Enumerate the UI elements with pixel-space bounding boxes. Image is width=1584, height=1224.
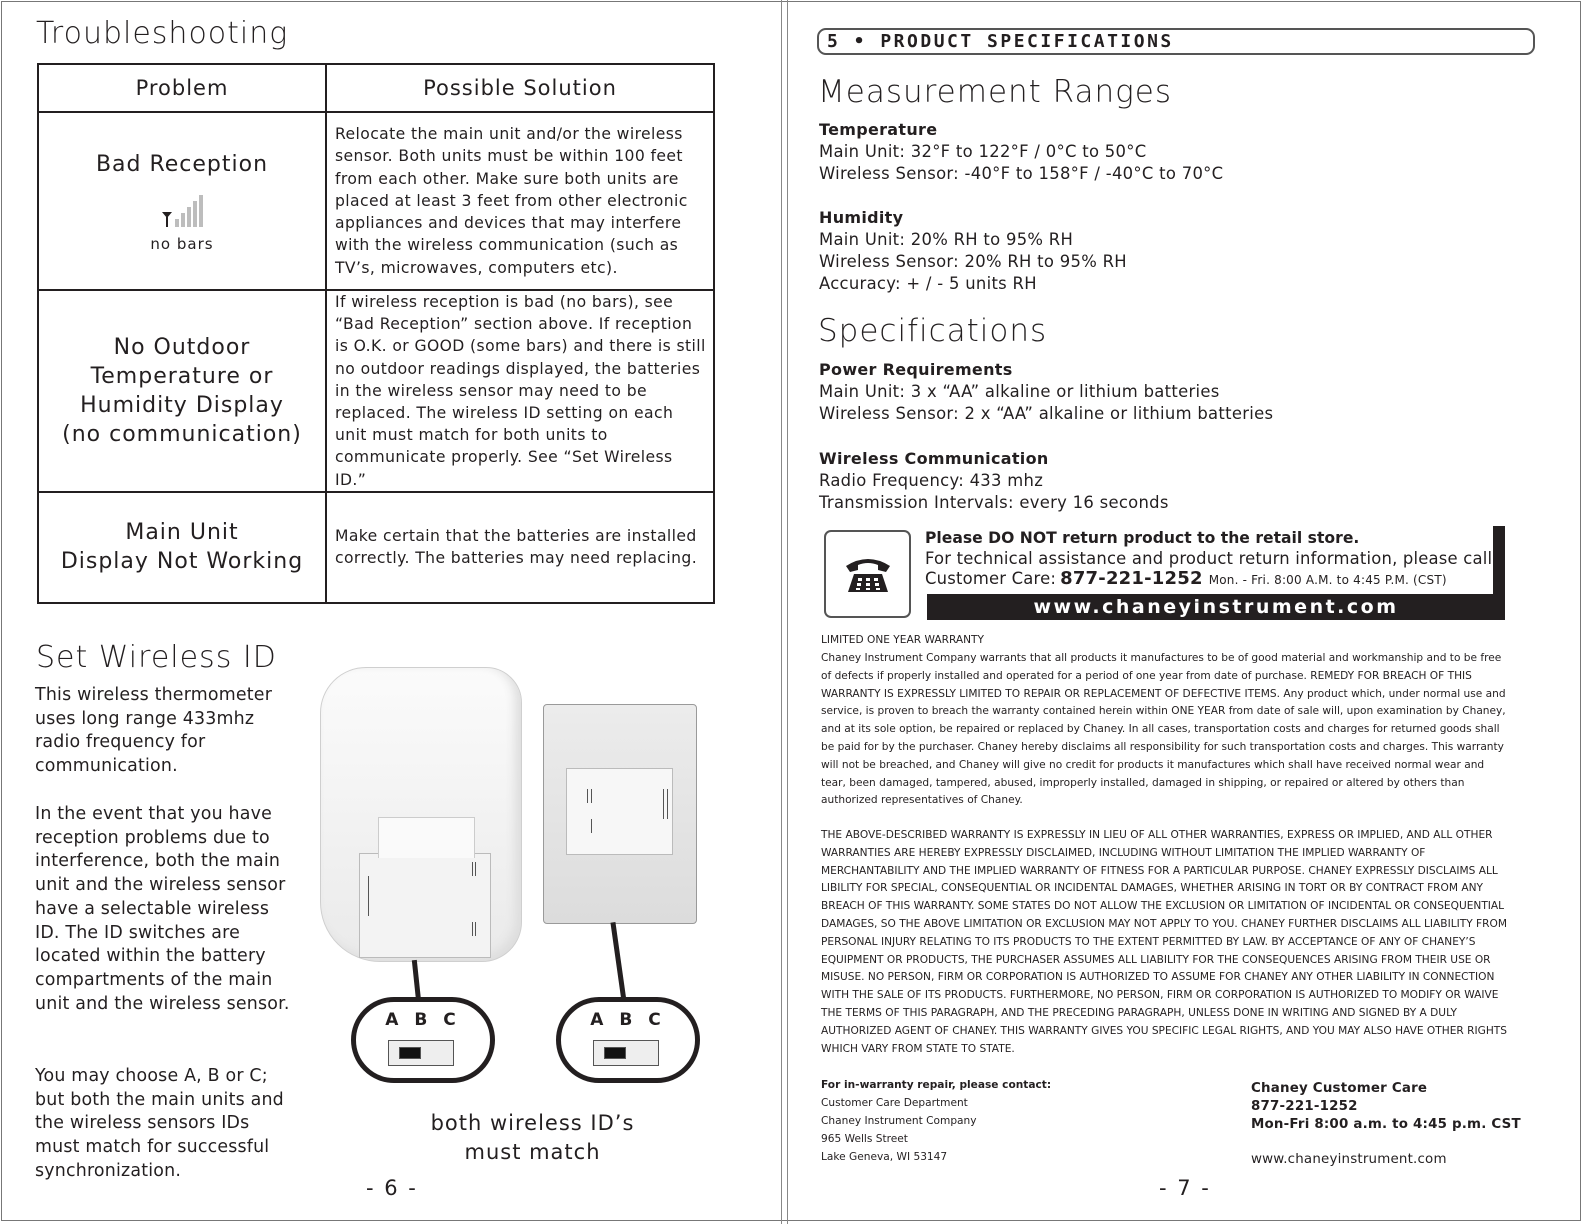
header-solution: Possible Solution [326,64,714,112]
warranty-paragraph-2 [821,827,1511,1058]
set-id-paragraph-3: You may choose A, B or C; but both the main units and the wireless sensors IDs must match for successful synchronization. [35,1066,284,1181]
slide-switch-icon [593,1040,659,1066]
customer-care-box [1251,1080,1521,1134]
contact-line: Customer Care Department [821,1097,968,1109]
signal-bars-icon [161,197,203,227]
main-unit-illustration [320,667,522,962]
power-requirements-label: Power Requirements [819,360,1013,379]
customer-care-hours: Mon. - Fri. 8:00 A.M. to 4:45 P.M. (CST) [1208,573,1447,587]
spec-line: Wireless Sensor: -40°F to 158°F / -40°C to 70°C [819,164,1224,183]
solution-cell: Relocate the main unit and/or the wireless sensor. Both units must be within 100 feet from each other. Make sure both units are placed at least 3 feet from other electronic appliances and devices that may interfere with the wireless communication (such as TV’s, microwaves, computers etc). [326,112,714,290]
table-row [38,112,714,290]
illustration-caption [380,1109,685,1167]
care-box-line: Chaney Customer Care [1251,1081,1428,1096]
problem-line: Temperature or [90,363,274,389]
abc-label: A B C [385,1010,461,1030]
do-not-return-notice: Please DO NOT return product to the retail store. [925,529,1360,547]
table-header-row [38,64,714,112]
wireless-sensor-illustration [543,704,697,924]
problem-line: Humidity Display [80,392,284,418]
spec-line: Radio Frequency: 433 mhz [819,471,1044,490]
page-number-right: - 7 - [1159,1176,1211,1200]
decorative-bar [1493,526,1505,596]
specifications-title: Specifications [818,313,1048,349]
troubleshooting-title: Troubleshooting [36,16,289,51]
slide-switch-icon [388,1040,454,1066]
set-id-paragraph-2: In the event that you have reception problems due to interference, both the main unit and the wireless sensor have a selectable wireless ID. The ID switches are located within the battery compartments of the main unit and the wireless sensor. [35,804,290,1014]
spec-line: Main Unit: 32°F to 122°F / 0°C to 50°C [819,142,1147,161]
antenna-icon [161,211,173,227]
spec-line: Wireless Sensor: 2 x “AA” alkaline or lithium batteries [819,404,1274,423]
temperature-label: Temperature [819,120,938,139]
contact-line: 965 Wells Street [821,1133,908,1145]
no-bars-label: no bars [150,234,214,253]
battery-compartment [359,853,491,958]
spec-line: Transmission Intervals: every 16 seconds [819,493,1169,512]
problem-line: (no communication) [62,421,302,447]
customer-care-phone: 877-221-1252 [1060,568,1203,589]
solution-cell: If wireless reception is bad (no bars), see “Bad Reception” section above. If reception is O.K. or GOOD (some bars) and there is still no outdoor readings displayed, the batteries in the wireless sensor may need to be replaced. The wireless ID setting on each unit must match for both units to communicate properly. See “Set Wireless ID.” [326,290,714,492]
battery-compartment [566,768,673,855]
caption-line: both wireless ID’s [430,1111,635,1135]
problem-line: Main Unit [125,520,239,546]
spec-line: Main Unit: 20% RH to 95% RH [819,230,1074,249]
page-number-left: - 6 - [366,1176,418,1200]
assistance-text: For technical assistance and product return information, please call [925,549,1493,568]
care-box-url: www.chaneyinstrument.com [1251,1152,1447,1167]
humidity-label: Humidity [819,208,904,227]
solution-cell: Make certain that the batteries are installed correctly. The batteries may need replacing. [326,492,714,603]
problem-cell [38,112,326,290]
warranty-text: THE ABOVE-DESCRIBED WARRANTY IS EXPRESSLY IN LIEU OF ALL OTHER WARRANTIES, EXPRESS OR IMPLIED, AND ALL OTHER WARRANTIES ARE HEREBY EXPRESSLY DISCLAIMED, INCLUDING WITHOUT LIMITATION THE IMPLIED WARRANTY OF MERCHANTABILITY AND THE IMPLIED WARRANTY OF FITNESS FOR A PARTICULAR PURPOSE. CHANEY EXPRESSLY DISCLAIMS ALL LIBILITY FOR SPECIAL, CONSEQUENTIAL OR INCIDENTAL DAMAGES, WHETHER ARISING IN TORT OR BY CONTRACT FROM ANY BREACH OF THIS WARRANTY. SOME STATES DO NOT ALLOW THE EXCLUSION OR LIMITATION OF INCIDENTAL OR CONSEQUENTIAL DAMAGES, SO THE ABOVE LIMITATION OR EXCLUSION MAY NOT APPLY TO YOU. CHANEY FURTHER DISCLAIMS ALL LIABILITY FROM PERSONAL INJURY RELATING TO ITS PRODUCTS TO THE EXTENT PERMITTED BY LAW. BY ACCEPTANCE OF ANY OF CHANEY’S EQUIPMENT OR PRODUCTS, THE PURCHASER ASSUMES ALL LIABILITY FOR THE CONSEQUENCES ARISING FROM THEIR USE OR MISUSE. NO PERSON, FIRM OR CORPORATION IS AUTHORIZED TO ASSUME FOR CHANEY ANY OTHER LIABILITY IN CONNECTION WITH THE SALE OF ITS PRODUCTS. FURTHERMORE, NO PERSON, FIRM OR CORPORATION IS AUTHORIZED TO MODIFY OR WAIVE THE TERMS OF THIS PARAGRAPH, AND THE PRECEDING PARAGRAPH, UNLESS DONE IN WRITING AND SIGNED BY A DULY AUTHORIZED AGENT OF CHANEY. THIS WARRANTY GIVES YOU SPECIFIC LEGAL RIGHTS, AND YOU MAY ALSO HAVE OTHER RIGHTS WHICH VARY FROM STATE TO STATE. [821,829,1507,1055]
warranty-title: LIMITED ONE YEAR WARRANTY [821,634,984,646]
measurement-ranges-title: Measurement Ranges [818,74,1173,110]
set-wireless-id-title: Set Wireless ID [36,640,277,675]
contact-heading: For in-warranty repair, please contact: [821,1079,1052,1091]
problem-cell [38,290,326,492]
header-problem: Problem [38,64,326,112]
warranty-text: Chaney Instrument Company warrants that all products it manufactures to be of good material and workmanship and to be free of defects if properly installed and operated for a period of one year from date of purchase. REMEDY FOR BREACH OF THIS WARRANTY IS EXPRESSLY LIMITED TO REPAIR OR REPLACEMENT OF DEFECTIVE ITEMS. Any product which, under normal use and service, is proven to breach the warranty contained herein within ONE YEAR from date of sale will, upon examination by Chaney, and at its sole option, be repaired or replaced by Chaney. In all cases, transportation costs and charges for returned goods shall be paid for by the purchaser. Chaney hereby disclaims all responsibility for such transportation costs and charges. This warranty will not be breached, and Chaney will give no credit for products it manufactures which shall have received normal wear and tear, been damaged, tampered, abused, improperly installed, damaged in shipping, or repaired or altered by others than authorized representatives of Chaney. [821,652,1506,807]
table-row [38,290,714,492]
care-box-line: 877-221-1252 [1251,1099,1358,1114]
main-unit-id-switch [351,997,495,1083]
spec-line: Main Unit: 3 x “AA” alkaline or lithium batteries [819,382,1220,401]
spec-line: Accuracy: + / - 5 units RH [819,274,1037,293]
customer-care-label: Customer Care: [925,569,1057,588]
warranty-paragraph-1 [821,650,1511,810]
contact-line: Chaney Instrument Company [821,1115,977,1127]
spec-line: Wireless Sensor: 20% RH to 95% RH [819,252,1127,271]
telephone-icon [844,554,892,594]
wireless-communication-label: Wireless Communication [819,449,1049,468]
care-box-line: Mon-Fri 8:00 a.m. to 4:45 p.m. CST [1251,1117,1521,1132]
problem-line: Display Not Working [60,549,304,575]
problem-cell [38,492,326,603]
phone-icon-box [824,530,911,618]
contact-line: Lake Geneva, WI 53147 [821,1151,948,1163]
gutter-line-right [787,0,788,1224]
section-header: 5 • PRODUCT SPECIFICATIONS [817,28,1535,55]
troubleshooting-table [37,63,715,604]
problem-line: No Outdoor [113,334,251,360]
website-banner: www.chaneyinstrument.com [927,594,1505,620]
problem-text: Bad Reception [95,151,269,177]
gutter-line-left [781,0,782,1224]
sensor-id-switch [556,997,700,1083]
table-row [38,492,714,603]
abc-label: A B C [590,1010,666,1030]
customer-care-line [925,568,1447,589]
set-id-paragraph-1: This wireless thermometer uses long range 433mhz radio frequency for communication. [35,685,273,777]
caption-line: must match [464,1140,601,1164]
